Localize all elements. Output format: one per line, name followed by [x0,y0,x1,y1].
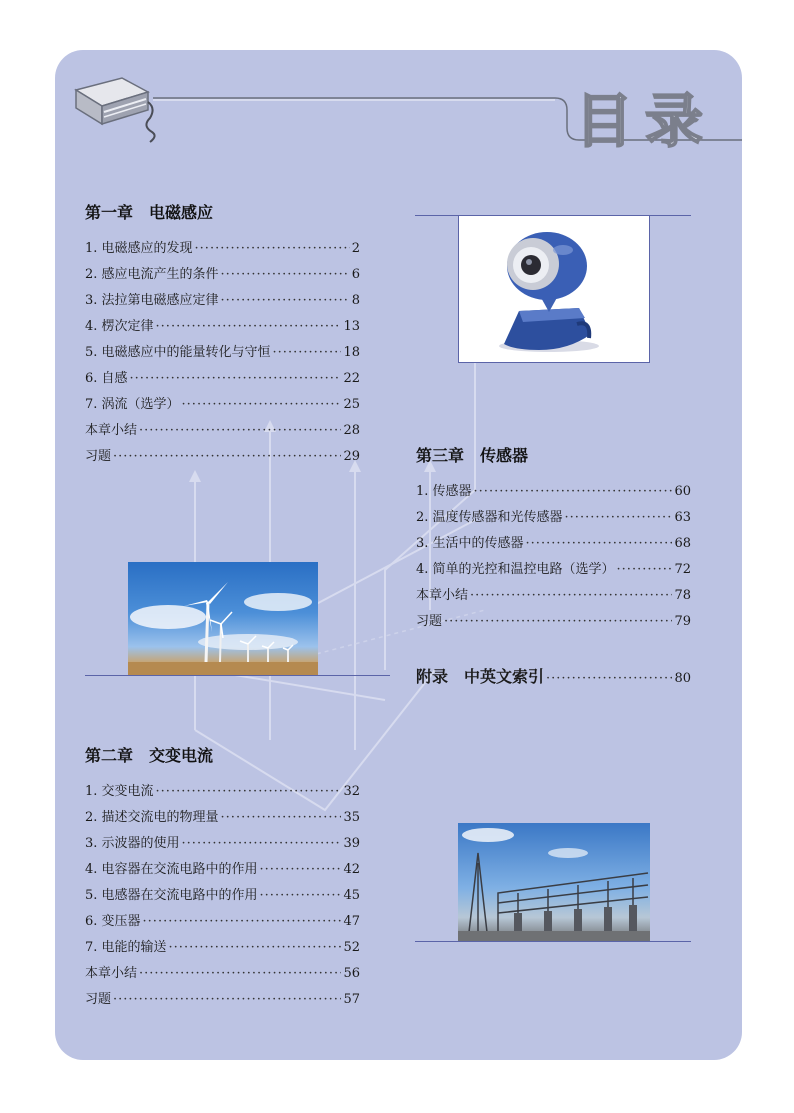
page-number: 68 [674,536,691,551]
webcam-photo [459,216,649,362]
toc-entry[interactable] [416,610,691,636]
toc-entry-label: 3. 示波器的使用 [85,836,180,851]
toc-entry-label: 本章小结 [85,423,138,438]
toc-entry-label: 2. 温度传感器和光传感器 [416,510,563,525]
header-bar [55,50,742,155]
page-number: 32 [343,784,360,799]
leader-dots [617,562,673,577]
leader-dots [113,449,341,464]
page-number: 42 [343,862,360,877]
toc-entry[interactable] [85,289,360,315]
chapter-title: 第一章 电磁感应 [85,203,214,222]
chapter-3 [416,443,691,636]
leader-dots [195,241,350,256]
page-number: 39 [343,836,360,851]
leader-dots [565,510,673,525]
toc-entry-label: 4. 简单的光控和温控电路（选学） [416,562,615,577]
wind-turbine-photo [128,562,318,675]
page-number: 78 [674,588,691,603]
toc-entry[interactable] [85,858,360,884]
leader-dots [444,614,672,629]
toc-entry-label: 1. 交变电流 [85,784,154,799]
page-number: 25 [343,397,360,412]
toc-entry-label: 本章小结 [85,966,138,981]
toc-panel [55,50,742,1060]
toc-entry[interactable] [416,506,691,532]
leader-dots [182,836,342,851]
leader-dots [169,940,342,955]
page-number: 2 [351,241,360,256]
toc-entry-label: 5. 电磁感应中的能量转化与守恒 [85,345,271,360]
divider-line [415,941,691,942]
toc-entry[interactable] [85,393,360,419]
book-with-cable-icon [70,68,160,148]
divider-line [649,215,650,363]
leader-dots [143,914,342,929]
leader-dots [182,397,342,412]
toc-entry-label: 本章小结 [416,588,469,603]
leader-dots [156,319,342,334]
toc-entry-label: 6. 自感 [85,371,128,386]
page-number: 35 [343,810,360,825]
page-number: 72 [674,562,691,577]
toc-entry-label: 3. 法拉第电磁感应定律 [85,293,219,308]
page-number: 57 [343,992,360,1007]
toc-entry[interactable] [85,341,360,367]
leader-dots [139,423,341,438]
toc-entry[interactable] [416,558,691,584]
page-number: 45 [343,888,360,903]
page-number: 60 [674,484,691,499]
toc-list [85,237,360,471]
leader-dots [470,588,672,603]
leader-dots [156,784,342,799]
page-title: 目录 [575,87,716,155]
leader-dots [130,371,342,386]
chapter-title: 第三章 传感器 [416,446,529,465]
toc-list [85,780,360,1014]
toc-entry[interactable] [85,910,360,936]
page-number: 13 [343,319,360,334]
toc-entry-label: 1. 电磁感应的发现 [85,241,193,256]
page-number: 29 [343,449,360,464]
toc-entry[interactable] [85,419,360,445]
toc-entry[interactable] [85,832,360,858]
page-number: 63 [674,510,691,525]
toc-entry[interactable] [85,445,360,471]
toc-entry[interactable] [85,315,360,341]
toc-entry-label: 2. 感应电流产生的条件 [85,267,219,282]
page-number: 28 [343,423,360,438]
page-number: 80 [674,671,691,686]
page-number: 22 [343,371,360,386]
toc-entry[interactable] [85,884,360,910]
divider-line [85,675,390,676]
page-number: 6 [351,267,360,282]
toc-entry-label: 7. 涡流（选学） [85,397,180,412]
leader-dots [260,888,342,903]
toc-entry[interactable] [85,988,360,1014]
page-number: 79 [674,614,691,629]
toc-entry-label: 4. 电容器在交流电路中的作用 [85,862,258,877]
toc-entry[interactable] [416,532,691,558]
toc-entry[interactable] [85,780,360,806]
divider-line [458,362,650,363]
toc-entry[interactable] [416,584,691,610]
chapter-title: 第二章 交变电流 [85,746,214,765]
leader-dots [221,293,350,308]
toc-entry-label: 4. 楞次定律 [85,319,154,334]
appendix-entry[interactable] [416,664,691,690]
page-number: 8 [351,293,360,308]
toc-entry-label: 习题 [85,992,112,1007]
leader-dots [113,992,341,1007]
leader-dots [474,484,673,499]
toc-entry[interactable] [85,936,360,962]
appendix-label: 附录 中英文索引 [416,667,545,686]
page-number: 56 [343,966,360,981]
toc-entry-label: 1. 传感器 [416,484,472,499]
leader-dots [526,536,673,551]
toc-list [416,480,691,636]
toc-entry[interactable] [416,480,691,506]
toc-entry[interactable] [85,367,360,393]
leader-dots [546,671,672,686]
power-substation-photo [458,823,650,941]
leader-dots [273,345,342,360]
toc-entry[interactable] [85,237,360,263]
toc-entry[interactable] [85,263,360,289]
toc-entry-label: 7. 电能的输送 [85,940,167,955]
leader-dots [139,966,341,981]
toc-entry-label: 习题 [416,614,443,629]
chapter-2 [85,743,360,1014]
toc-entry-label: 5. 电感器在交流电路中的作用 [85,888,258,903]
toc-entry[interactable] [85,806,360,832]
leader-dots [221,267,350,282]
toc-entry-label: 6. 变压器 [85,914,141,929]
toc-entry-label: 3. 生活中的传感器 [416,536,524,551]
page-number: 47 [343,914,360,929]
page-number: 52 [343,940,360,955]
page-number: 18 [343,345,360,360]
chapter-1 [85,200,360,471]
toc-entry[interactable] [85,962,360,988]
toc-entry-label: 习题 [85,449,112,464]
leader-dots [260,862,342,877]
toc-entry-label: 2. 描述交流电的物理量 [85,810,219,825]
leader-dots [221,810,342,825]
